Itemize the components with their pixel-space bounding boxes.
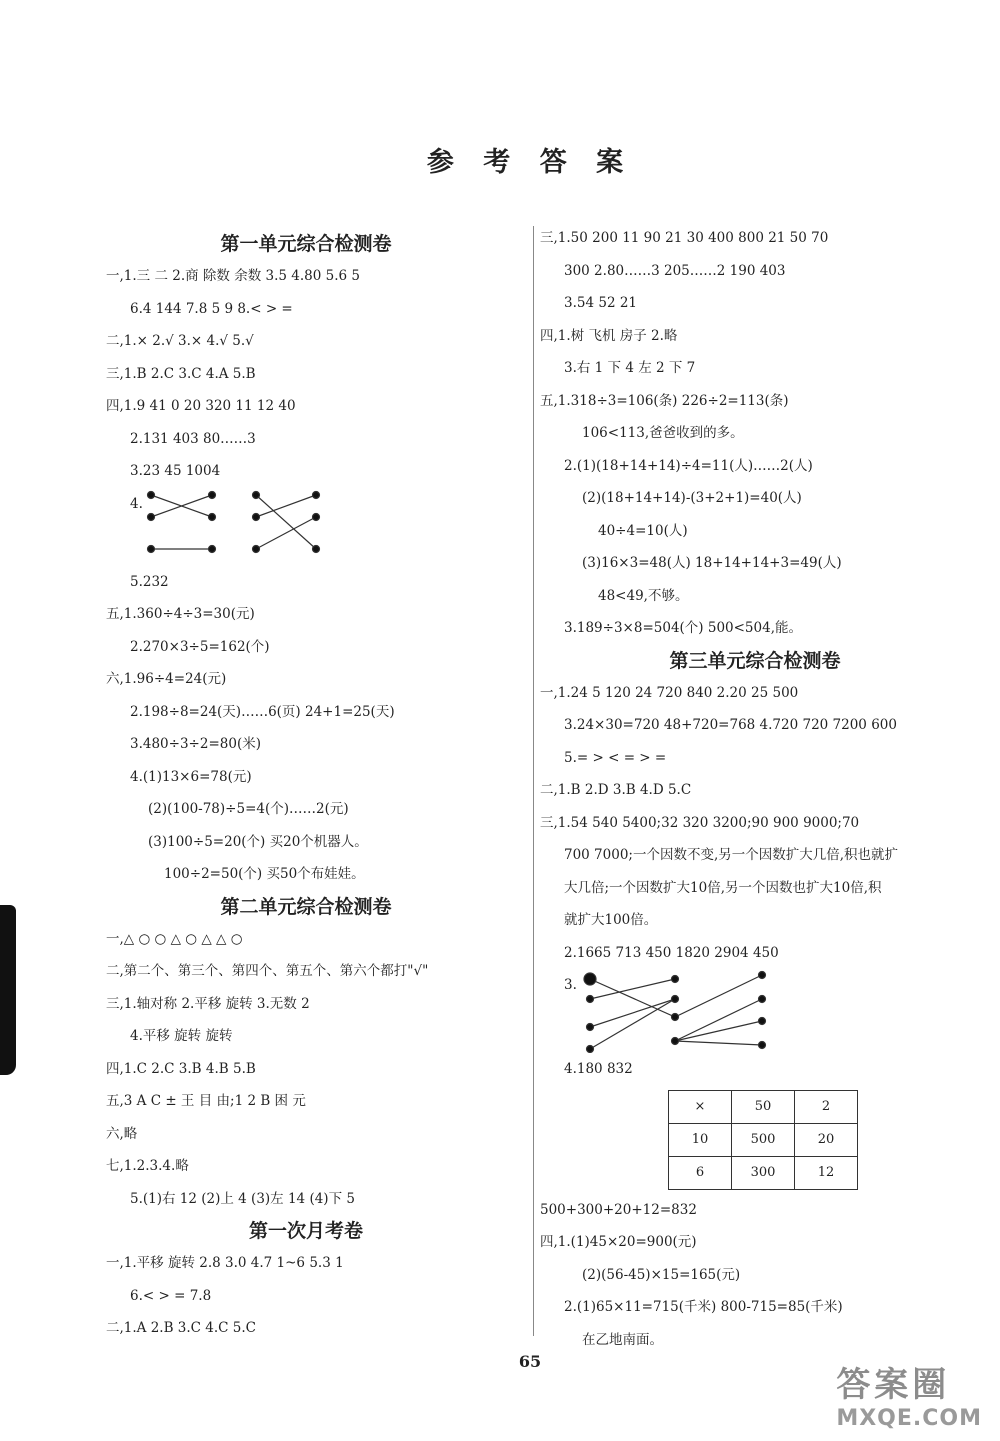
answer-line: (2)(100-78)÷5=4(个)……2(元) [148,801,349,817]
answer-line: 3.189÷3×8=504(个) 500<504,能。 [564,620,802,636]
answer-line: 3.右 1 下 4 左 2 下 7 [564,360,696,376]
answer-line: 三,1.B 2.C 3.C 4.A 5.B [106,365,256,382]
answer-line: 300 2.80……3 205……2 190 403 [564,262,786,279]
scan-mark [0,905,16,1075]
answer-line: 一,1.24 5 120 24 720 840 2.20 25 500 [540,684,799,701]
table-cell: 6 [669,1156,732,1189]
answer-line: 5.= > < = > = [564,749,667,766]
answer-line: 七,1.2.3.4.略 [106,1158,189,1174]
table-row [669,1123,858,1156]
answer-line: 100÷2=50(个) 买50个布娃娃。 [164,866,365,882]
answer-line: 六,1.96÷4=24(元) [106,671,227,687]
answer-line: 三,1.50 200 11 90 21 30 400 800 21 50 70 [540,230,829,246]
matching-diagram [540,969,970,1053]
answer-line: 一,△ ○ ○ △ ○ △ △ ○ [106,930,243,947]
answer-line: 500+300+20+12=832 [540,1201,697,1218]
answer-line: (3)16×3=48(人) 18+14+14+3=49(人) [582,555,842,571]
answer-line: 一,1.平移 旋转 2.8 3.0 4.7 1~6 5.3 1 [106,1255,344,1271]
answer-line: 二,1.× 2.√ 3.× 4.√ 5.√ [106,333,254,349]
answer-line: 一,1.三 二 2.商 除数 余数 3.5 4.80 5.6 5 [106,268,360,284]
matching-diagram [106,488,506,566]
answer-line: 6.< > = 7.8 [130,1287,212,1304]
left-column [106,228,506,1345]
table-cell: 10 [669,1123,732,1156]
answer-line: 四,1.(1)45×20=900(元) [540,1234,697,1250]
answer-line: 三,1.54 540 5400;32 320 3200;90 900 9000;70 [540,814,860,831]
answer-line: 700 7000;一个因数不变,另一个因数扩大几倍,积也就扩 [564,847,899,863]
watermark-logo: 答案圈 [836,1365,951,1405]
answer-line: 在乙地南面。 [582,1331,663,1348]
answer-line: 48<49,不够。 [598,587,689,604]
answer-line: 3.23 45 1004 [130,463,221,479]
watermark [836,1357,982,1431]
unit3-heading: 第三单元综合检测卷 [669,649,841,672]
diagram-label: 3. [564,977,577,993]
answer-line: 2.1665 713 450 1820 2904 450 [564,944,779,961]
matching-lines [560,969,820,1053]
table-cell: × [669,1090,732,1123]
answer-line: 3.24×30=720 48+720=768 4.720 720 7200 600 [564,717,897,733]
table-cell: 500 [732,1123,795,1156]
answer-line: (2)(56-45)×15=165(元) [582,1266,741,1283]
answer-line: 3.54 52 21 [564,295,637,311]
table-cell: 20 [795,1123,858,1156]
answer-line: 2.(1)(18+14+14)÷4=11(人)……2(人) [564,457,813,474]
table-row [669,1156,858,1189]
watermark-url: MXQE.COM [836,1406,982,1431]
answer-line: 106<113,爸爸收到的多。 [582,425,744,441]
month-test-heading: 第一次月考卷 [248,1220,363,1242]
multiplication-table-wrap [540,1086,970,1194]
answer-line: 3.480÷3÷2=80(米) [130,736,261,752]
answer-line: 40÷4=10(人) [598,522,688,539]
unit2-heading: 第二单元综合检测卷 [220,895,392,918]
answer-line: 2.(1)65×11=715(千米) 800-715=85(千米) [564,1299,843,1315]
unit1-heading: 第一单元综合检测卷 [220,233,392,255]
answer-line: 5.232 [130,573,169,590]
answer-line: 5.(1)右 12 (2)上 4 (3)左 14 (4)下 5 [130,1190,355,1207]
answer-line: 四,1.C 2.C 3.B 4.B 5.B [106,1060,256,1077]
answer-line: 四,1.树 飞机 房子 2.略 [540,327,678,344]
answer-line: 2.198÷8=24(天)……6(页) 24+1=25(天) [130,703,395,720]
answer-line: 就扩大100倍。 [564,912,658,928]
answer-line: 2.270×3÷5=162(个) [130,638,270,655]
answer-line: 六,略 [106,1125,138,1142]
answer-line: 五,1.360÷4÷3=30(元) [106,606,255,622]
answer-line: 二,1.A 2.B 3.C 4.C 5.C [106,1320,257,1336]
answer-line: 四,1.9 41 0 20 320 11 12 40 [106,398,296,414]
page-title: 参 考 答 案 [426,147,634,178]
answer-line: 4.平移 旋转 旋转 [130,1028,233,1044]
table-cell: 2 [795,1090,858,1123]
answer-line: (3)100÷5=20(个) 买20个机器人。 [148,833,368,850]
answer-line: 4.(1)13×6=78(元) [130,768,252,785]
answer-line: 五,3 A C ± 王 目 由;1 2 B 困 元 [106,1093,306,1109]
answer-line: 二,第二个、第三个、第四个、第五个、第六个都打"√" [106,963,429,979]
page-number: 65 [518,1352,542,1371]
multiplication-table [668,1090,858,1190]
right-column [540,222,970,1356]
answer-line: (2)(18+14+14)-(3+2+1)=40(人) [582,490,802,506]
answer-line: 二,1.B 2.D 3.B 4.D 5.C [540,782,692,798]
answer-line: 大几倍;一个因数扩大10倍,另一个因数也扩大10倍,积 [564,879,882,896]
table-row [669,1090,858,1123]
answer-line: 五,1.318÷3=106(条) 226÷2=113(条) [540,392,789,409]
column-divider [533,226,534,1336]
table-cell: 12 [795,1156,858,1189]
answer-line: 6.4 144 7.8 5 9 8.< > = [130,300,293,317]
answer-line: 三,1.轴对称 2.平移 旋转 3.无数 2 [106,995,310,1012]
answer-line: 4.180 832 [564,1061,633,1077]
diagram-label: 4. [130,495,143,512]
matching-lines [126,488,326,566]
table-cell: 300 [732,1156,795,1189]
answer-line: 2.131 403 80……3 [130,430,256,447]
table-cell: 50 [732,1090,795,1123]
